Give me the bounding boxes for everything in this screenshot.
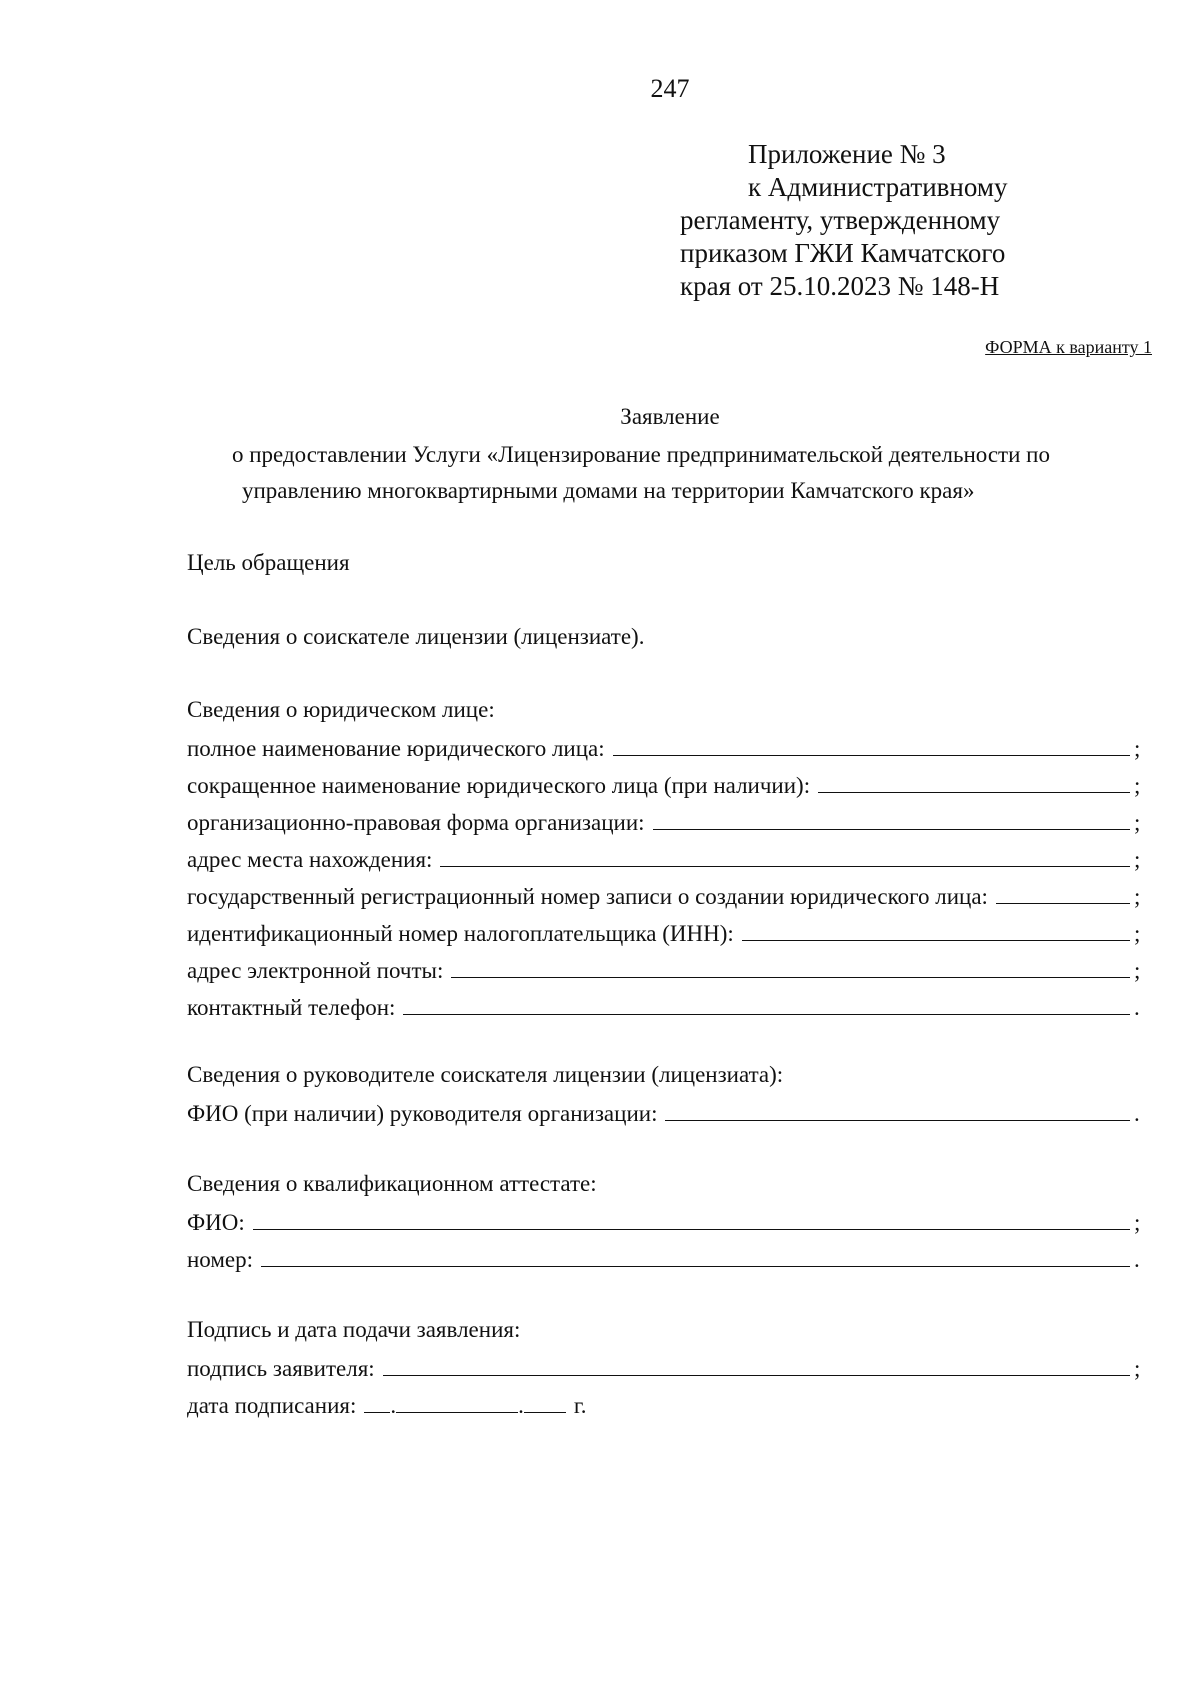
field-label: адрес электронной почты: xyxy=(187,958,444,983)
field-blank[interactable] xyxy=(261,1265,1130,1267)
document-title: Заявление xyxy=(620,404,720,429)
appendix-line-5: края от 25.10.2023 № 148-Н xyxy=(680,271,1000,301)
field-end: ; xyxy=(1134,921,1141,946)
ogrn-field[interactable] xyxy=(187,880,1142,910)
page-number: 247 xyxy=(650,74,690,103)
field-label: ФИО (при наличии) руководителя организации: xyxy=(187,1101,658,1126)
field-label: идентификационный номер налогоплательщика (ИНН): xyxy=(187,921,734,946)
field-blank[interactable] xyxy=(253,1228,1130,1230)
signature-heading: Подпись и дата подачи заявления: xyxy=(187,1317,521,1342)
legal-entity-short-name-field[interactable] xyxy=(187,769,1142,799)
field-label: сокращенное наименование юридического лица (при наличии): xyxy=(187,773,811,798)
field-end: ; xyxy=(1134,958,1141,983)
date-separator: . xyxy=(518,1393,524,1418)
field-blank[interactable] xyxy=(451,976,1130,978)
field-end: . xyxy=(1134,995,1140,1020)
field-end: ; xyxy=(1134,884,1141,909)
field-end: . xyxy=(1134,1247,1140,1272)
appendix-line-2: к Административному xyxy=(748,172,1008,202)
field-end: ; xyxy=(1134,847,1141,872)
document-subtitle xyxy=(232,437,1050,509)
certificate-number-field[interactable] xyxy=(187,1243,1142,1273)
field-blank[interactable] xyxy=(383,1374,1130,1376)
date-day-blank[interactable] xyxy=(364,1411,390,1413)
address-field[interactable] xyxy=(187,843,1142,873)
field-end: ; xyxy=(1134,1356,1141,1381)
field-blank[interactable] xyxy=(996,902,1130,904)
field-end: ; xyxy=(1134,736,1141,761)
field-label: контактный телефон: xyxy=(187,995,396,1020)
certificate-heading: Сведения о квалификационном аттестате: xyxy=(187,1171,597,1196)
field-label: номер: xyxy=(187,1247,254,1272)
field-label: адрес места нахождения: xyxy=(187,847,433,872)
purpose-heading: Цель обращения xyxy=(187,550,350,575)
field-end: ; xyxy=(1134,773,1141,798)
appendix-line-1: Приложение № 3 xyxy=(748,139,946,169)
field-blank[interactable] xyxy=(653,828,1130,830)
date-year-blank[interactable] xyxy=(524,1411,566,1413)
field-label: ФИО: xyxy=(187,1210,245,1235)
inn-field[interactable] xyxy=(187,917,1142,947)
legal-entity-heading: Сведения о юридическом лице: xyxy=(187,697,495,722)
field-label: государственный регистрационный номер записи о создании юридического лица: xyxy=(187,884,988,909)
field-blank[interactable] xyxy=(665,1119,1130,1121)
date-separator: . xyxy=(390,1393,397,1418)
field-label: организационно-правовая форма организации: xyxy=(187,810,645,835)
field-blank[interactable] xyxy=(403,1013,1130,1015)
field-end: . xyxy=(1134,1101,1140,1126)
signature-field[interactable] xyxy=(187,1352,1142,1382)
phone-field[interactable] xyxy=(187,991,1142,1021)
certificate-name-field[interactable] xyxy=(187,1206,1142,1236)
field-label: полное наименование юридического лица: xyxy=(187,736,605,761)
appendix-line-4: приказом ГЖИ Камчатского xyxy=(680,238,1006,268)
date-label: дата подписания: xyxy=(187,1393,357,1418)
field-label: подпись заявителя: xyxy=(187,1356,375,1381)
form-variant-label: ФОРМА к варианту 1 xyxy=(985,337,1152,357)
field-blank[interactable] xyxy=(440,865,1130,867)
head-name-field[interactable] xyxy=(187,1097,1142,1127)
applicant-info-heading: Сведения о соискателе лицензии (лицензиате). xyxy=(187,624,645,649)
appendix-block xyxy=(680,138,1008,303)
field-blank[interactable] xyxy=(818,791,1130,793)
signing-date-field[interactable] xyxy=(187,1389,586,1419)
field-end: ; xyxy=(1134,810,1141,835)
date-month-blank[interactable] xyxy=(396,1411,518,1413)
field-blank[interactable] xyxy=(613,754,1130,756)
legal-form-field[interactable] xyxy=(187,806,1142,836)
email-field[interactable] xyxy=(187,954,1142,984)
subtitle-line-1: о предоставлении Услуги «Лицензирование предпринимательской деятельности по xyxy=(232,442,1050,467)
subtitle-line-2: управлению многоквартирными домами на территории Камчатского края» xyxy=(242,478,975,503)
legal-entity-full-name-field[interactable] xyxy=(187,732,1142,762)
appendix-line-3: регламенту, утвержденному xyxy=(680,205,1001,235)
date-year-suffix: г. xyxy=(573,1393,587,1418)
field-end: ; xyxy=(1134,1210,1141,1235)
field-blank[interactable] xyxy=(742,939,1130,941)
head-info-heading: Сведения о руководителе соискателя лицензии (лицензиата): xyxy=(187,1062,784,1087)
